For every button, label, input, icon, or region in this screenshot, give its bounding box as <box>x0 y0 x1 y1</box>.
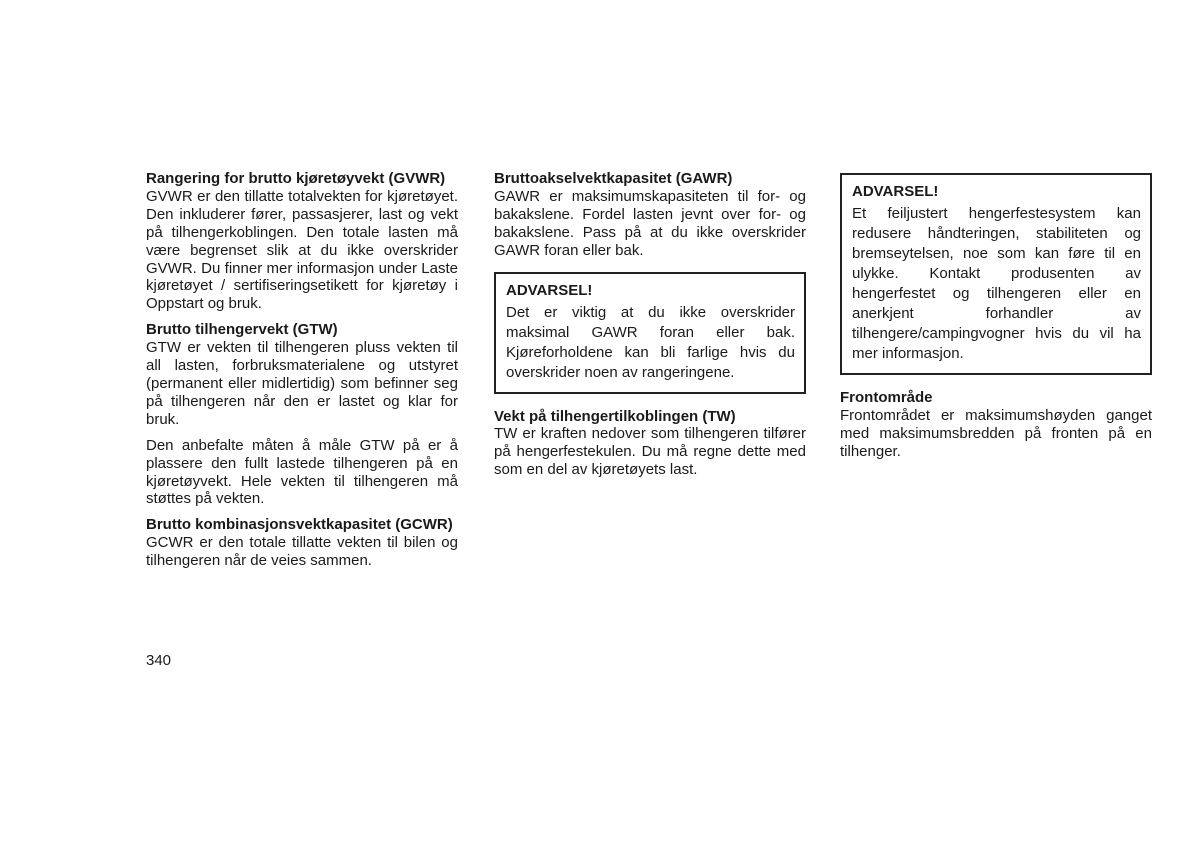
section-paragraph: TW er kraften nedover som tilhengeren tilfører på hengerfestekulen. Du må regne dette med som en del av kjøretøyets last. <box>494 425 806 479</box>
section-tw <box>494 408 806 480</box>
column-middle <box>494 170 806 487</box>
section-heading: Rangering for brutto kjøretøyvekt (GVWR) <box>146 170 446 187</box>
warning-text: Det er viktig at du ikke overskrider maksimal GAWR foran eller bak. Kjøreforholdene kan bli farlige hvis du overskrider noen av rangeringene. <box>506 303 795 381</box>
section-paragraph: GAWR er maksimumskapasiteten til for- og bakakslene. Fordel lasten jevnt over for- og bakakslene. Pass på at du ikke overskrider GAWR foran eller bak. <box>494 187 806 259</box>
section-gtw <box>146 321 458 508</box>
section-gvwr <box>146 170 458 313</box>
page-number: 340 <box>146 652 172 669</box>
section-heading: Frontområde <box>840 389 933 406</box>
warning-title: ADVARSEL! <box>506 281 593 299</box>
section-heading: Brutto tilhengervekt (GTW) <box>146 321 338 339</box>
column-right <box>840 170 1152 469</box>
column-left <box>146 170 458 578</box>
section-paragraph: Den anbefalte måten å måle GTW på er å plassere den fullt lastede tilhengeren på en kjøretøyvekt. Hele vekten til tilhengeren må støttes på vekten. <box>146 436 458 508</box>
warning-text: Et feiljustert hengerfestesystem kan redusere håndteringen, stabiliteten og bremseytelsen, noe som kan føre til en ulykke. Kontakt produsenten av hengerfestet og tilhengeren eller en anerkjent forhandler av tilhengere/campingvogner hvis du vil ha mer informasjon. <box>852 205 1141 362</box>
section-frontal-area <box>840 389 1152 461</box>
section-heading: Brutto kombinasjonsvektkapasitet (GCWR) <box>146 516 453 534</box>
warning-box <box>840 173 1152 375</box>
warning-box <box>494 272 806 394</box>
section-paragraph: Frontområdet er maksimumshøyden ganget med maksimumsbredden på fronten på en tilhenger. <box>840 406 1152 460</box>
section-paragraph: GCWR er den totale tillatte vekten til bilen og tilhengeren når de veies sammen. <box>146 534 458 570</box>
section-gawr <box>494 170 806 260</box>
warning-title: ADVARSEL! <box>852 183 939 200</box>
section-gcwr <box>146 516 458 570</box>
section-heading: Vekt på tilhengertilkoblingen (TW) <box>494 407 736 425</box>
section-paragraph: GVWR er den tillatte totalvekten for kjøretøyet. Den inkluderer fører, passasjerer, last og vekt på tilhengerkoblingen. Den totale lasten må være begrenset slik at du ikke overskrider GVWR. Du finner mer informasjon under Laste kjøretøyet / sertifiseringsetikett for kjøretøy i Oppstart og bruk. <box>146 187 458 313</box>
section-paragraph: GTW er vekten til tilhengeren pluss vekten til all lasten, forbruksmaterialene og utstyret (permanent eller midlertidig) som befinner seg på tilhengeren når den er lastet og klar for bruk. <box>146 339 458 428</box>
section-heading: Bruttoakselvektkapasitet (GAWR) <box>494 170 733 187</box>
